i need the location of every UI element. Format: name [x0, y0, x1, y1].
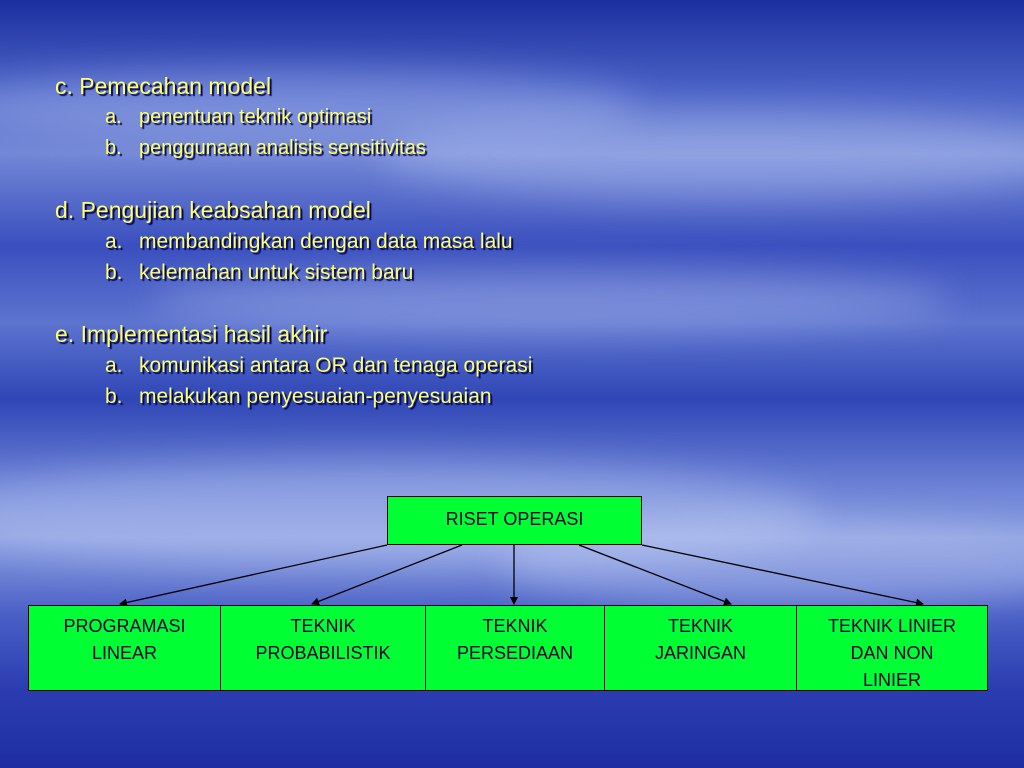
- item-label: b.: [105, 385, 123, 408]
- diagram-node-teknik-jaringan: [604, 605, 797, 691]
- diagram-node-teknik-linier: [796, 605, 988, 691]
- section-letter: c.: [55, 73, 73, 99]
- diagram-node-teknik-probabilistik: [220, 605, 426, 691]
- item-label: a.: [105, 354, 123, 377]
- node-label-line: TEKNIK LINIER: [827, 616, 957, 636]
- item-text: penentuan teknik optimasi: [139, 106, 372, 128]
- node-label-line: LINEAR: [91, 643, 158, 663]
- section-title: Implementasi hasil akhir: [80, 321, 328, 347]
- root-node-label: RISET OPERASI: [445, 509, 584, 529]
- node-label-line: JARINGAN: [654, 643, 746, 663]
- item-text: melakukan penyesuaian-penyesuaian: [139, 385, 492, 408]
- item-label: a.: [105, 106, 122, 128]
- section-letter: d.: [55, 197, 75, 223]
- section-letter: e.: [55, 321, 75, 347]
- item-label: b.: [105, 137, 122, 159]
- section-title: Pemecahan model: [79, 73, 272, 99]
- item-text: membandingkan dengan data masa lalu: [139, 230, 513, 253]
- section-title: Pengujian keabsahan model: [80, 197, 371, 223]
- item-text: penggunaan analisis sensitivitas: [139, 137, 426, 159]
- item-label: a.: [105, 230, 123, 253]
- connector-arrow-probabilistik: [312, 545, 462, 604]
- item-text: kelemahan untuk sistem baru: [139, 261, 414, 284]
- connector-arrow-linier: [642, 545, 923, 604]
- connector-arrow-programasi: [120, 545, 387, 604]
- node-label-line: TEKNIK: [290, 616, 356, 636]
- item-text: komunikasi antara OR dan tenaga operasi: [139, 354, 533, 377]
- node-label-line: PROBABILISTIK: [255, 643, 391, 663]
- node-label-line: PROGRAMASI: [63, 616, 186, 636]
- node-label-line: TEKNIK: [482, 616, 548, 636]
- diagram-root-node: [387, 496, 642, 545]
- node-label-line: TEKNIK: [667, 616, 733, 636]
- node-label-line: PERSEDIAAN: [456, 643, 574, 663]
- connector-arrow-jaringan: [579, 545, 731, 604]
- node-label-line: LINIER: [862, 670, 922, 690]
- item-label: b.: [105, 261, 123, 284]
- diagram-node-teknik-persediaan: [425, 605, 605, 691]
- node-label-line: DAN NON: [850, 643, 934, 663]
- diagram-node-programasi-linear: [28, 605, 221, 691]
